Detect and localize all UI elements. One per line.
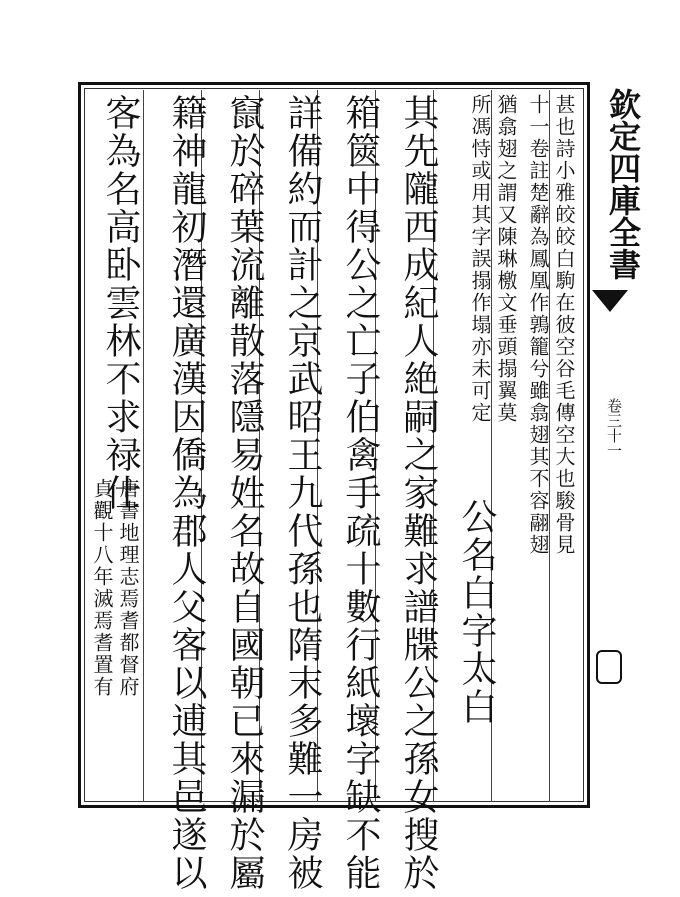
main-text: 籍神龍初潛還廣漢因僑為郡人父客以逋其邑遂以 [166, 94, 207, 892]
book-title: 欽定四庫全書 [604, 88, 642, 280]
margin-seal-mark [596, 650, 622, 684]
column-rule [143, 90, 144, 802]
volume-number: 卷三十一 [605, 398, 623, 458]
main-text: 公名白字太白 [456, 498, 497, 726]
commentary-left: 十一卷註楚辭為鳳凰作鶉籠兮雖翕翅其不容翮翅 [526, 94, 550, 556]
main-text: 其先隴西成紀人絶嗣之家難求譜牒公之孫女搜於 [398, 94, 439, 892]
commentary-left: 貞觀十八年滅焉耆置有 [90, 478, 114, 698]
commentary-right: 唐書地理志焉耆都督府 [116, 478, 140, 698]
main-text: 竄於碎葉流離散落隱易姓名故自國朝已來漏於屬 [224, 94, 265, 892]
main-text: 客為名高卧雲林不求禄仕 [100, 94, 141, 512]
commentary-right: 甚也詩小雅皎皎白駒在彼空谷毛傳空大也駿骨見 [552, 94, 576, 556]
fish-tail-mark [592, 290, 628, 312]
commentary-right: 猶翕翅之謂又陳琳檄文垂頭搨翼莫 [494, 94, 518, 424]
main-text: 箱篋中得公之亡子伯禽手疏十數行紙壞字缺不能 [340, 94, 381, 892]
main-text: 詳備約而計之京武昭王九代孫也隋末多難一房被 [282, 94, 323, 892]
commentary-left: 所馮恃或用其字誤搨作塌亦未可定 [468, 94, 492, 424]
